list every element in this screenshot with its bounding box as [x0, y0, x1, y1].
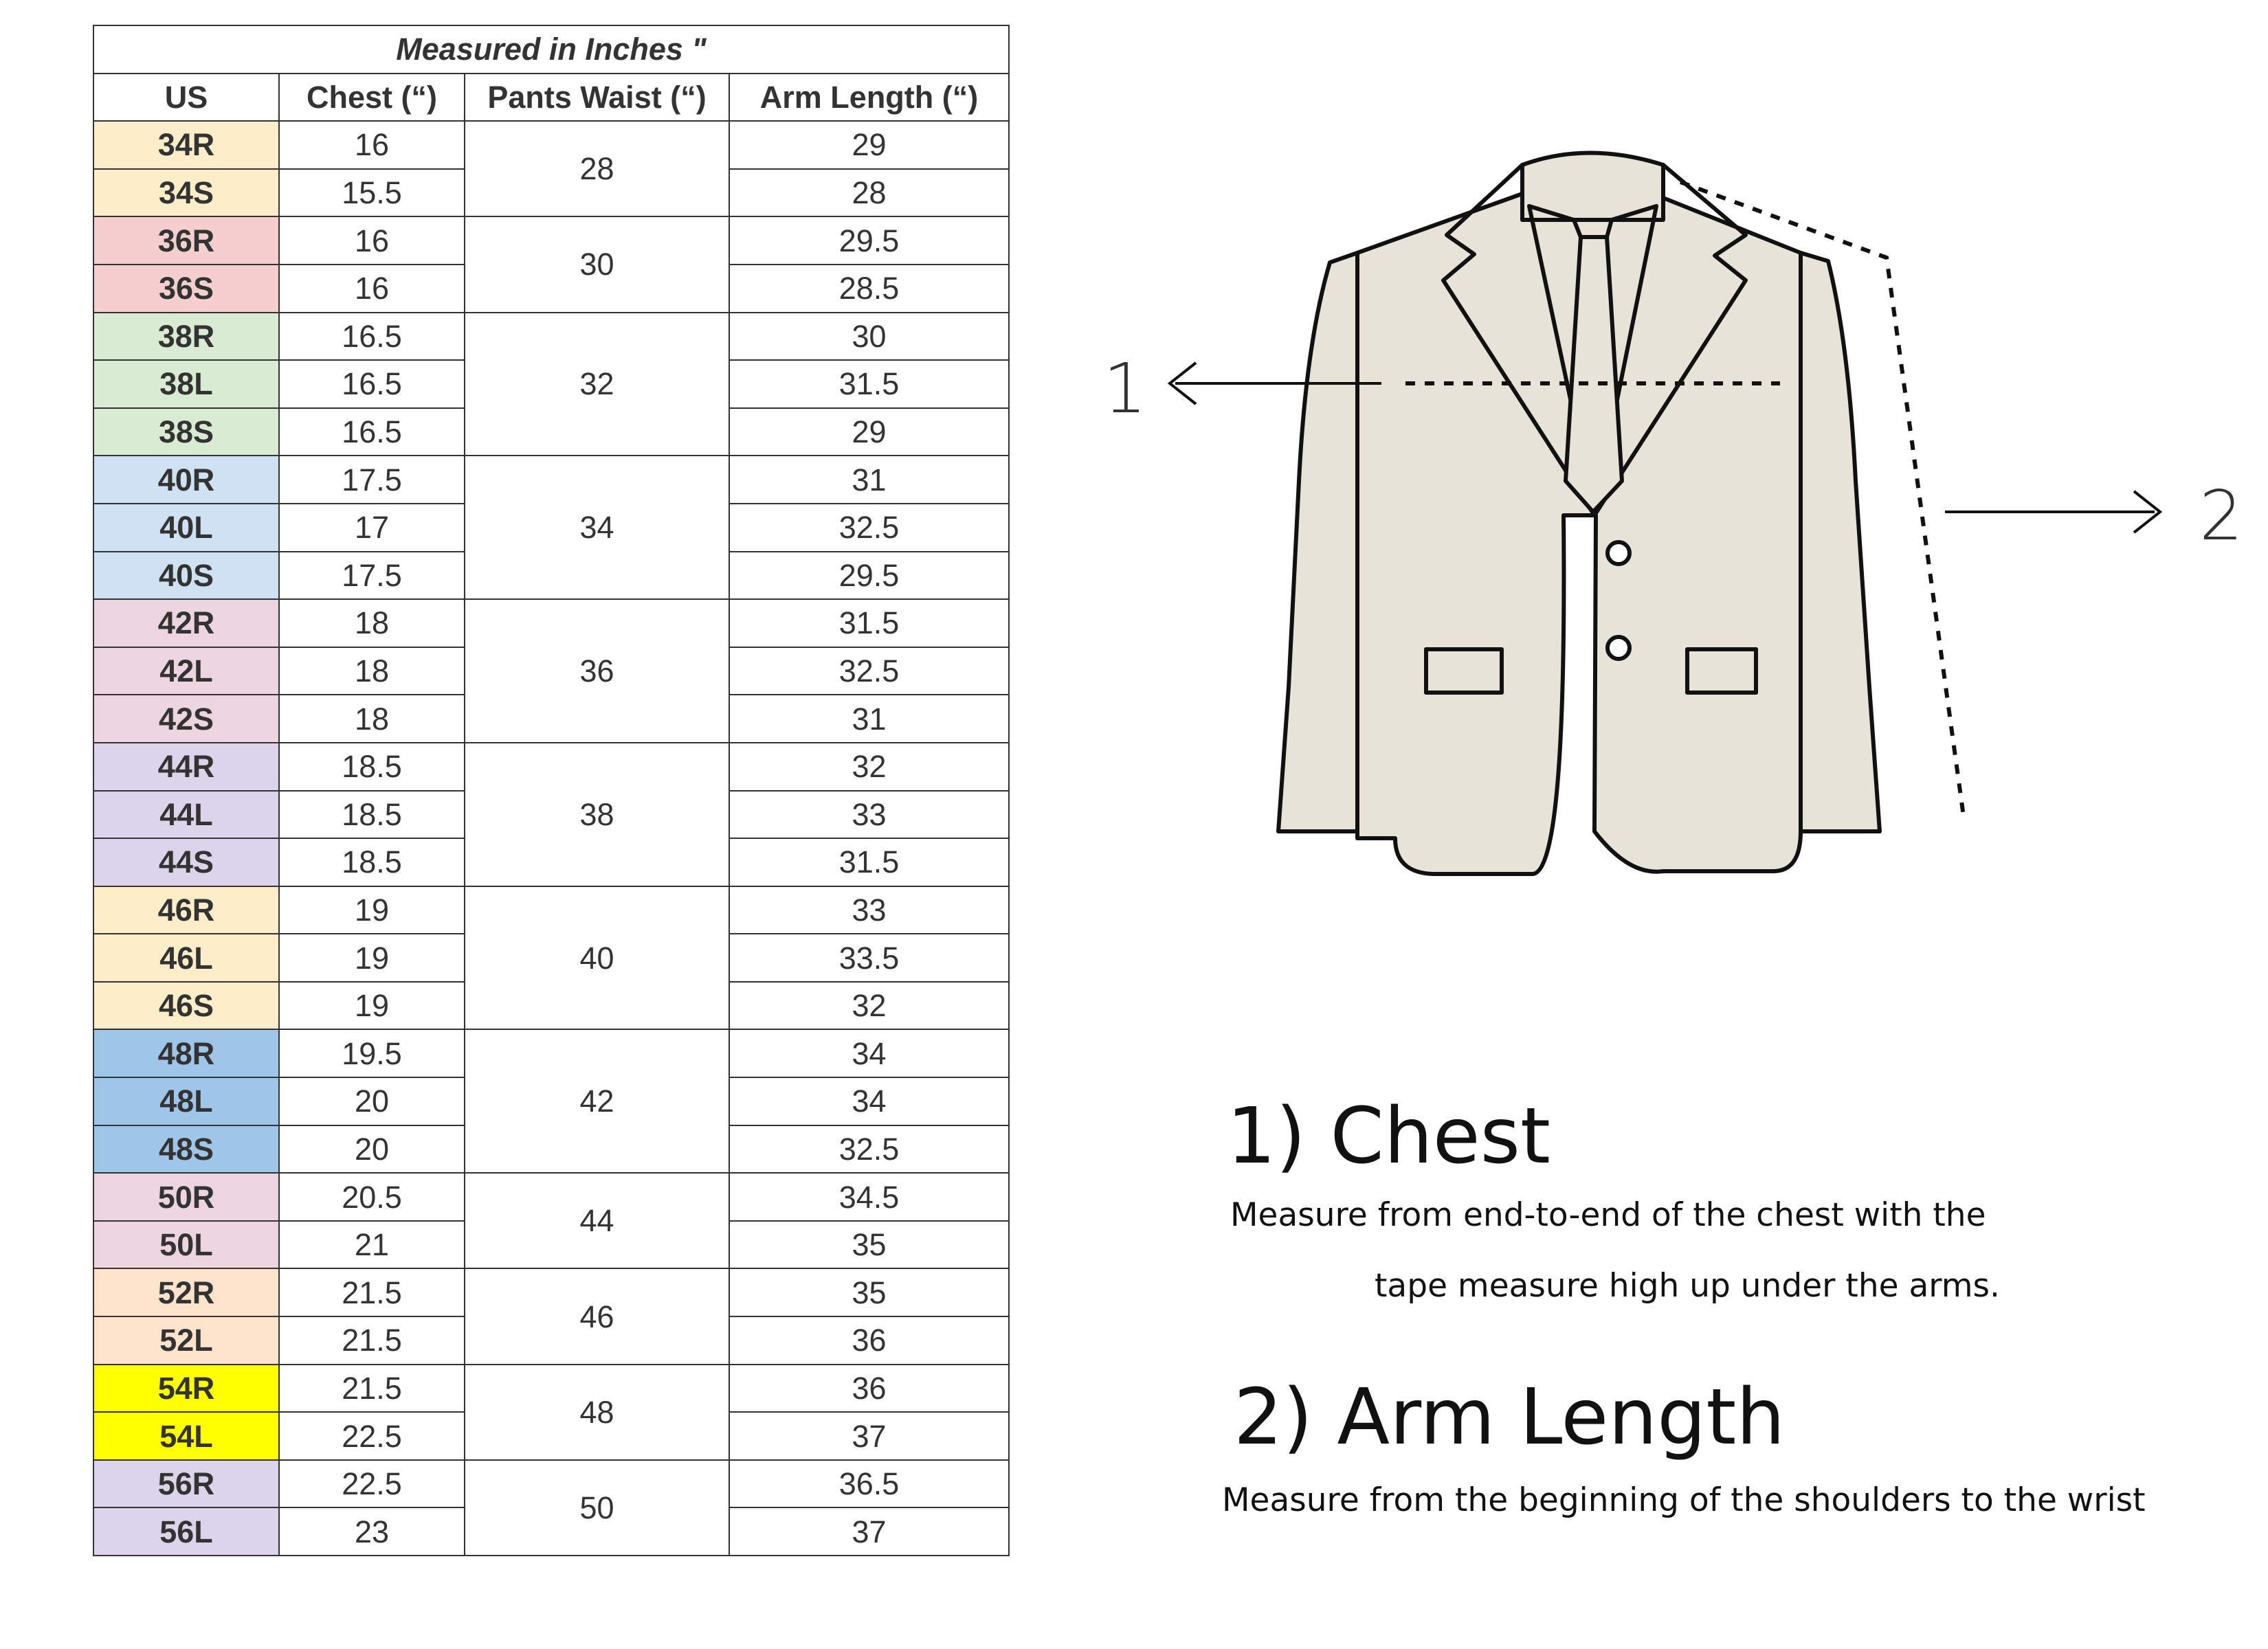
arm-length-cell: 33.5	[729, 934, 1009, 982]
chest-cell: 20	[279, 1077, 465, 1125]
table-caption: Measured in Inches "	[93, 25, 1009, 74]
us-size-cell: 42R	[93, 599, 279, 647]
us-size-cell: 54R	[93, 1365, 279, 1413]
chest-cell: 16.5	[279, 408, 465, 456]
chest-cell: 17.5	[279, 552, 465, 600]
chest-heading: 1) Chest	[1227, 1092, 1550, 1181]
table-row	[93, 1268, 1009, 1316]
header-row	[93, 74, 1009, 122]
us-size-cell: 36S	[93, 265, 279, 313]
pants-waist-cell: 48	[465, 1365, 729, 1460]
us-size-cell: 50L	[93, 1221, 279, 1269]
arm-length-cell: 32.5	[729, 1125, 1009, 1174]
pants-waist-cell: 42	[465, 1029, 729, 1173]
arm-length-cell: 36	[729, 1316, 1009, 1365]
us-size-cell: 48S	[93, 1125, 279, 1174]
jacket-diagram	[1072, 124, 2268, 914]
us-size-cell: 46S	[93, 982, 279, 1030]
arm-length-cell: 34	[729, 1029, 1009, 1077]
arm-length-cell: 32	[729, 743, 1009, 791]
arm-length-cell: 31.5	[729, 838, 1009, 886]
us-size-cell: 38R	[93, 313, 279, 361]
us-size-cell: 40R	[93, 456, 279, 504]
pants-waist-cell: 50	[465, 1460, 729, 1556]
chest-cell: 17.5	[279, 456, 465, 504]
us-size-cell: 52R	[93, 1268, 279, 1316]
arm-length-cell: 37	[729, 1412, 1009, 1460]
header-pants-waist: Pants Waist (“)	[465, 74, 729, 122]
us-size-cell: 46R	[93, 886, 279, 934]
chest-cell: 16	[279, 121, 465, 169]
chest-cell: 18.5	[279, 743, 465, 791]
chest-cell: 21.5	[279, 1316, 465, 1365]
table-row	[93, 1365, 1009, 1413]
arm-arrow-label: 2	[2199, 475, 2243, 556]
jacket-right-sleeve	[1801, 253, 1880, 831]
table-row	[93, 886, 1009, 934]
chest-cell: 20	[279, 1125, 465, 1174]
table-row	[93, 1029, 1009, 1077]
arm-length-cell: 34.5	[729, 1173, 1009, 1221]
us-size-cell: 48R	[93, 1029, 279, 1077]
pants-waist-cell: 28	[465, 121, 729, 216]
jacket-left-sleeve	[1278, 253, 1357, 831]
chest-cell: 16	[279, 265, 465, 313]
jacket-button-top	[1608, 542, 1630, 564]
us-size-cell: 40L	[93, 504, 279, 552]
table-row	[93, 216, 1009, 265]
chest-description-line1: Measure from end-to-end of the chest with the	[1230, 1196, 1986, 1234]
chest-cell: 21.5	[279, 1268, 465, 1316]
us-size-cell: 42S	[93, 695, 279, 743]
arm-length-cell: 36.5	[729, 1460, 1009, 1508]
chest-cell: 19	[279, 934, 465, 982]
chest-cell: 18	[279, 695, 465, 743]
us-size-cell: 36R	[93, 216, 279, 265]
table-body	[93, 121, 1009, 1556]
chest-cell: 21	[279, 1221, 465, 1269]
arm-length-cell: 35	[729, 1221, 1009, 1269]
us-size-cell: 50R	[93, 1173, 279, 1221]
arm-length-cell: 37	[729, 1507, 1009, 1556]
us-size-cell: 34S	[93, 169, 279, 217]
table-row	[93, 743, 1009, 791]
caption-row	[93, 25, 1009, 74]
arm-length-cell: 28	[729, 169, 1009, 217]
chest-cell: 16	[279, 216, 465, 265]
chest-description-line2: tape measure high up under the arms.	[1375, 1267, 2000, 1305]
table-row	[93, 456, 1009, 504]
us-size-cell: 52L	[93, 1316, 279, 1365]
table-row	[93, 599, 1009, 647]
chest-cell: 23	[279, 1507, 465, 1556]
chest-cell: 21.5	[279, 1365, 465, 1413]
arm-length-cell: 32.5	[729, 647, 1009, 695]
chest-cell: 18.5	[279, 838, 465, 886]
us-size-cell: 56R	[93, 1460, 279, 1508]
us-size-cell: 56L	[93, 1507, 279, 1556]
arm-length-cell: 35	[729, 1268, 1009, 1316]
arm-length-cell: 30	[729, 313, 1009, 361]
us-size-cell: 40S	[93, 552, 279, 600]
us-size-cell: 46L	[93, 934, 279, 982]
pants-waist-cell: 44	[465, 1173, 729, 1268]
arm-length-cell: 32.5	[729, 504, 1009, 552]
table-row	[93, 1173, 1009, 1221]
arm-length-cell: 31.5	[729, 599, 1009, 647]
chest-cell: 19.5	[279, 1029, 465, 1077]
header-chest: Chest (“)	[279, 74, 465, 122]
arm-length-cell: 33	[729, 791, 1009, 839]
arm-length-cell: 29	[729, 121, 1009, 169]
jacket-illustration	[1278, 153, 1880, 875]
jacket-button-bottom	[1608, 637, 1630, 659]
us-size-cell: 44R	[93, 743, 279, 791]
chest-cell: 22.5	[279, 1412, 465, 1460]
chest-cell: 19	[279, 886, 465, 934]
arm-length-cell: 31	[729, 456, 1009, 504]
chest-arrow-label: 1	[1103, 348, 1147, 429]
header-arm-length: Arm Length (“)	[729, 74, 1009, 122]
pants-waist-cell: 38	[465, 743, 729, 886]
arm-length-cell: 29.5	[729, 216, 1009, 265]
chest-cell: 16.5	[279, 360, 465, 408]
arm-length-cell: 28.5	[729, 265, 1009, 313]
us-size-cell: 38S	[93, 408, 279, 456]
arm-length-heading: 2) Arm Length	[1234, 1373, 1786, 1462]
pants-waist-cell: 40	[465, 886, 729, 1030]
chest-cell: 22.5	[279, 1460, 465, 1508]
chest-cell: 17	[279, 504, 465, 552]
chest-cell: 18.5	[279, 791, 465, 839]
arm-length-cell: 31.5	[729, 360, 1009, 408]
header-us: US	[93, 74, 279, 122]
table-row	[93, 121, 1009, 169]
pants-waist-cell: 30	[465, 216, 729, 312]
arm-length-cell: 34	[729, 1077, 1009, 1125]
chest-cell: 18	[279, 647, 465, 695]
chest-cell: 16.5	[279, 313, 465, 361]
chest-cell: 18	[279, 599, 465, 647]
pants-waist-cell: 36	[465, 599, 729, 743]
us-size-cell: 42L	[93, 647, 279, 695]
arm-length-cell: 29	[729, 408, 1009, 456]
chest-cell: 20.5	[279, 1173, 465, 1221]
pants-waist-cell: 34	[465, 456, 729, 599]
size-chart-table	[93, 25, 1010, 1556]
us-size-cell: 38L	[93, 360, 279, 408]
pants-waist-cell: 32	[465, 313, 729, 456]
arm-length-cell: 31	[729, 695, 1009, 743]
pants-waist-cell: 46	[465, 1268, 729, 1364]
arm-length-cell: 32	[729, 982, 1009, 1030]
chest-cell: 19	[279, 982, 465, 1030]
us-size-cell: 48L	[93, 1077, 279, 1125]
us-size-cell: 34R	[93, 121, 279, 169]
us-size-cell: 44S	[93, 838, 279, 886]
arm-length-cell: 33	[729, 886, 1009, 934]
arm-length-cell: 36	[729, 1365, 1009, 1413]
arm-length-cell: 29.5	[729, 552, 1009, 600]
us-size-cell: 44L	[93, 791, 279, 839]
table-row	[93, 1460, 1009, 1508]
chest-cell: 15.5	[279, 169, 465, 217]
arm-length-description: Measure from the beginning of the shoulders to the wrist	[1222, 1481, 2146, 1519]
us-size-cell: 54L	[93, 1412, 279, 1460]
table-row	[93, 313, 1009, 361]
